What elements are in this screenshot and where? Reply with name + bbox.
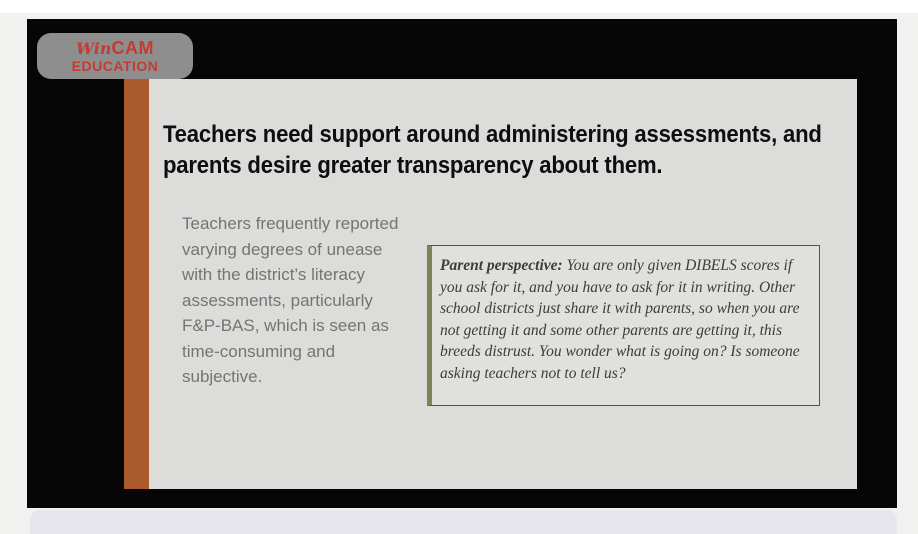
slide-body-text: Teachers frequently reported varying degrees of unease with the district’s literacy assessments, particularly F&P-BAS, which is seen as time-consuming and subjective. bbox=[182, 214, 399, 386]
logo-bold-part: CAM bbox=[111, 37, 154, 58]
video-player-stage[interactable] bbox=[27, 19, 897, 508]
slide-accent-bar bbox=[124, 79, 149, 489]
quote-text: You are only given DIBELS scores if you ask for it, and you have to ask for it in writing. Other school districts just share it with parents, so when you are not getting it and some other parents are getting it, this breeds distrust. You wonder what is going on? Is someone asking teachers not to tell us? bbox=[440, 257, 800, 382]
page-top-strip bbox=[0, 0, 918, 13]
parent-perspective-quote-box bbox=[427, 245, 820, 406]
logo-wordmark bbox=[76, 39, 154, 59]
slide-title bbox=[163, 119, 822, 181]
logo-education-label: EDUCATION bbox=[71, 57, 159, 74]
presentation-slide bbox=[149, 79, 857, 489]
wincam-education-logo bbox=[37, 33, 193, 79]
next-section-card bbox=[30, 510, 897, 534]
logo-script-part: Win bbox=[76, 38, 112, 58]
quote-label: Parent perspective: bbox=[440, 257, 563, 274]
slide-title-line-2: parents desire greater transparency about them. bbox=[163, 152, 663, 179]
slide-title-line-1: Teachers need support around administering assessments, and bbox=[163, 121, 822, 148]
